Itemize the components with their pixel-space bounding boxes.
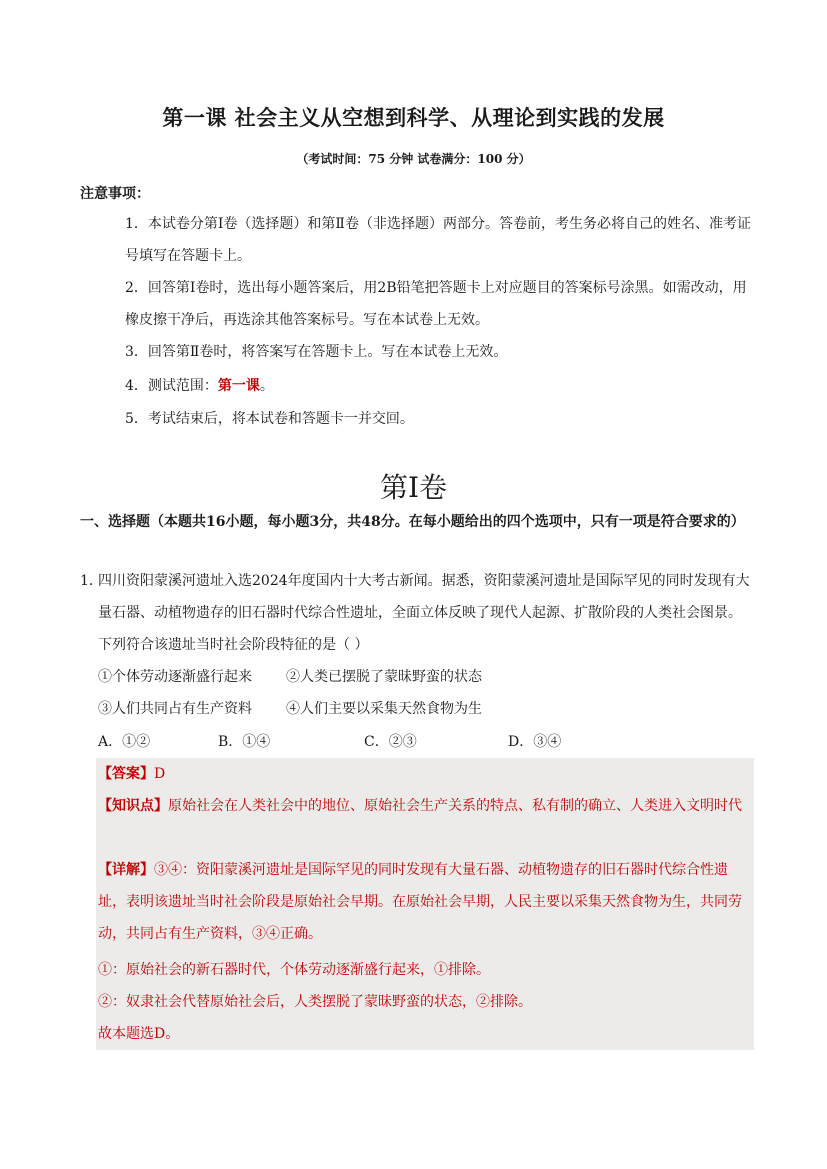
detail-line [98, 854, 752, 950]
choice-d[interactable]: D．③④ [508, 734, 562, 750]
notice-item-3: 3．回答第Ⅱ卷时，将答案写在答题卡上。写在本试卷上无效。 [125, 344, 508, 360]
notice-heading: 注意事项： [80, 186, 150, 202]
notice-item-2-text: 2．回答第Ⅰ卷时，选出每小题答案后，用2B铅笔把答题卡上对应题目的答案标号涂黑。如需改动，用橡皮擦干净后，再选涂其他答案标号。写在本试卷上无效。 [125, 280, 747, 328]
answer-value: D [154, 766, 166, 782]
statement-row-1 [98, 661, 482, 693]
choice-c[interactable]: C．②③ [364, 734, 417, 750]
test-scope: 第一课 [217, 378, 260, 394]
statement-1: ①个体劳动逐渐盛行起来 [98, 669, 252, 685]
conclusion: 故本题选D。 [98, 1026, 180, 1042]
exclude-1: ①：原始社会的新石器时代，个体劳动逐渐盛行起来，①排除。 [98, 962, 490, 978]
section-heading: 一、选择题（本题共16小题，每小题3分，共48分。在每小题给出的四个选项中，只有一项是符合要求的） [80, 514, 745, 530]
answer-label: 【答案】 [98, 766, 154, 782]
notice-item-5: 5．考试结束后，将本试卷和答题卡一并交回。 [125, 411, 414, 427]
answer-line [98, 758, 752, 790]
exam-info: （考试时间：75 分钟 试卷满分：100 分） [296, 152, 531, 166]
notice-item-4-suffix: 。 [259, 378, 274, 394]
choice-a[interactable]: A．①② [98, 734, 151, 750]
exclude-2: ②：奴隶社会代替原始社会后，人类摆脱了蒙昧野蛮的状态，②排除。 [98, 994, 532, 1010]
knowledge-line [98, 790, 752, 822]
statement-3: ③人们共同占有生产资料 [98, 701, 252, 717]
choice-b[interactable]: B．①④ [218, 734, 271, 750]
notice-item-1-text: 1．本试卷分第Ⅰ卷（选择题）和第Ⅱ卷（非选择题）两部分。答卷前，考生务必将自己的姓名、准考证号填写在答题卡上。 [125, 216, 751, 264]
statement-row-2 [98, 693, 482, 725]
volume-title: 第Ⅰ卷 [379, 471, 448, 504]
statement-2: ②人类已摆脱了蒙昧野蛮的状态 [286, 669, 482, 685]
notice-item-2 [80, 272, 752, 336]
knowledge-text: 原始社会在人类社会中的地位、原始社会生产关系的特点、私有制的确立、人类进入文明时代 [168, 798, 742, 814]
notice-item-1 [80, 208, 752, 272]
statement-4: ④人们主要以采集天然食物为生 [286, 701, 482, 717]
detail-label: 【详解】 [98, 862, 154, 878]
question-stem: 四川资阳蒙溪河遗址入选2024年度国内十大考古新闻。据悉，资阳蒙溪河遗址是国际罕见的同时发现有大量石器、动植物遗存的旧石器时代综合性遗址，全面立体反映了现代人起源、扩散阶段的人类社会图景。下列符合该遗址当时社会阶段特征的是（ ） [98, 573, 750, 653]
detail-text: ③④：资阳蒙溪河遗址是国际罕见的同时发现有大量石器、动植物遗存的旧石器时代综合性遗址，表明该遗址当时社会阶段是原始社会早期。在原始社会早期，人民主要以采集天然食物为生，共同劳动，共同占有生产资料，③④正确。 [98, 862, 742, 942]
notice-item-4-prefix: 4．测试范围： [125, 378, 218, 394]
knowledge-label: 【知识点】 [98, 798, 168, 814]
page-title: 第一课 社会主义从空想到科学、从理论到实践的发展 [162, 105, 665, 130]
question-number: 1． [80, 573, 103, 589]
question-1 [80, 565, 752, 661]
notice-item-4 [80, 370, 274, 402]
